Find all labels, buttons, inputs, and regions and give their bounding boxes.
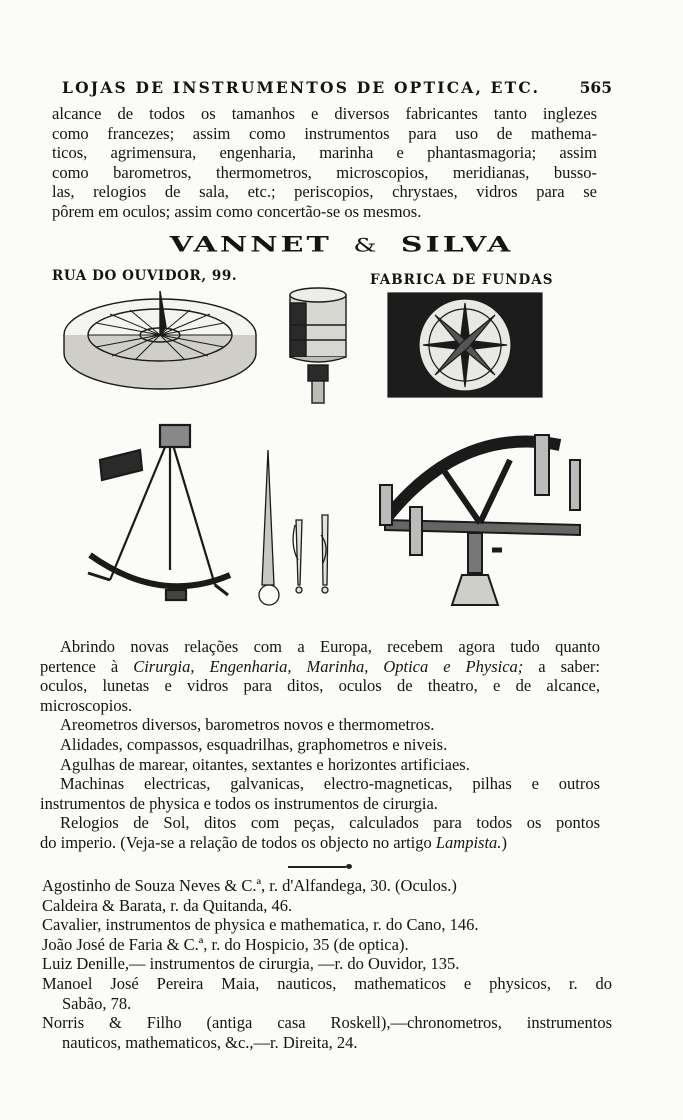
directory-entry: [42, 974, 612, 1013]
intro-line: como francezes; assim como instrumentos para uso de mathema-: [52, 123, 597, 143]
intro-line: ticos, agrimensura, engenharia, marinha e phantasmagoria; assim: [52, 143, 597, 163]
advert-italic-text: Cirurgia, Engenharia, Marinha, Optica e Physica;: [133, 656, 524, 676]
directory-entry: [42, 896, 612, 916]
cylinder-instrument-illustration: [290, 288, 346, 403]
advert-line: Abrindo novas relações com a Europa, recebem agora tudo quanto: [60, 637, 600, 656]
advert-line: [40, 833, 600, 853]
directory-line: Manoel José Pereira Maia, nauticos, mathematicos e physicos, r. do: [42, 973, 612, 993]
instruments-engraving: [40, 285, 640, 625]
firm-name-heading: [0, 232, 683, 257]
intro-line: pôrem em oculos; assim como concertão-se os mesmos.: [52, 201, 422, 221]
directory-entry: [42, 954, 612, 974]
advertisement-text: [40, 637, 600, 853]
firm-name-part2: SILVA: [400, 232, 514, 258]
advert-line: Agulhas de marear, oitantes, sextantes e horizontes artificiaes.: [60, 754, 470, 774]
advert-text: ): [501, 832, 507, 852]
directory-line: Cavalier, instrumentos de physica e mathematica, r. do Cano, 146.: [42, 915, 479, 935]
directory-entry: [42, 915, 612, 935]
directory-entry: [42, 935, 612, 955]
sundial-illustration: [64, 291, 256, 389]
directory-entry: [42, 1013, 612, 1052]
advert-line: instrumentos de physica e todos os instrumentos de cirurgia.: [40, 793, 438, 813]
page-number: 565: [579, 78, 612, 97]
intro-line: las, relogios de sala, etc.; periscopios, chrystaes, vidros para se: [52, 182, 597, 202]
intro-paragraph: [52, 104, 597, 222]
intro-line: como barometros, thermometros, microscopios, meridianas, busso-: [52, 162, 597, 182]
directory-line: Agostinho de Souza Neves & C.ª, r. d'Alfandega, 30. (Oculos.): [42, 876, 457, 895]
intro-line: alcance de todos os tamanhos e diversos fabricantes tanto inglezes: [52, 104, 597, 123]
advert-text: do imperio. (Veja-se a relação de todos os objecto no artigo: [40, 832, 436, 852]
advert-line: Areometros diversos, barometros novos e thermometros.: [60, 715, 435, 735]
directory-line: Norris & Filho (antiga casa Roskell),—chronometros, instrumentos: [42, 1013, 612, 1033]
surgical-instruments-illustration: [259, 450, 328, 605]
directory-line: Sabão, 78.: [62, 993, 132, 1013]
advert-line: Relogios de Sol, ditos com peças, calculados para todos os pontos: [60, 813, 600, 833]
directory-line: João José de Faria & C.ª, r. do Hospicio, 35 (de optica).: [42, 934, 409, 954]
advert-line: [40, 657, 600, 677]
directory-line: Luiz Denille,— instrumentos de cirurgia, —r. do Ouvidor, 135.: [42, 954, 460, 974]
section-divider: [288, 866, 346, 868]
advert-line: oculos, lunetas e vidros para ditos, oculos de theatro, e de alcance,: [40, 676, 600, 696]
firm-address: RUA DO OUVIDOR, 99.: [52, 268, 238, 284]
firm-ampersand: &: [353, 234, 380, 257]
compass-rose-illustration: [388, 293, 542, 397]
directory-line: nauticos, mathematicos, &c.,—r. Direita, 24.: [62, 1032, 358, 1052]
factory-label: FABRICA DE FUNDAS: [370, 272, 554, 288]
advert-line: Machinas electricas, galvanicas, electro-magneticas, pilhas e outros: [60, 774, 600, 794]
directory-line: Caldeira & Barata, r. da Quitanda, 46.: [42, 895, 293, 915]
running-header: [62, 78, 612, 97]
directory-list: [42, 876, 612, 1052]
advert-line: microscopios.: [40, 695, 133, 715]
advert-italic-text: Lampista.: [435, 832, 502, 852]
advert-line: Alidades, compassos, esquadrilhas, graphometros e niveis.: [60, 734, 448, 754]
directory-entry: [42, 876, 612, 896]
advert-text: a saber:: [523, 656, 600, 676]
graphometer-illustration: [380, 435, 580, 605]
advert-text: pertence à: [40, 656, 134, 676]
running-title: LOJAS DE INSTRUMENTOS DE OPTICA, ETC.: [62, 78, 541, 97]
firm-name-part1: VANNET: [169, 232, 332, 258]
sextant-illustration: [88, 425, 230, 600]
